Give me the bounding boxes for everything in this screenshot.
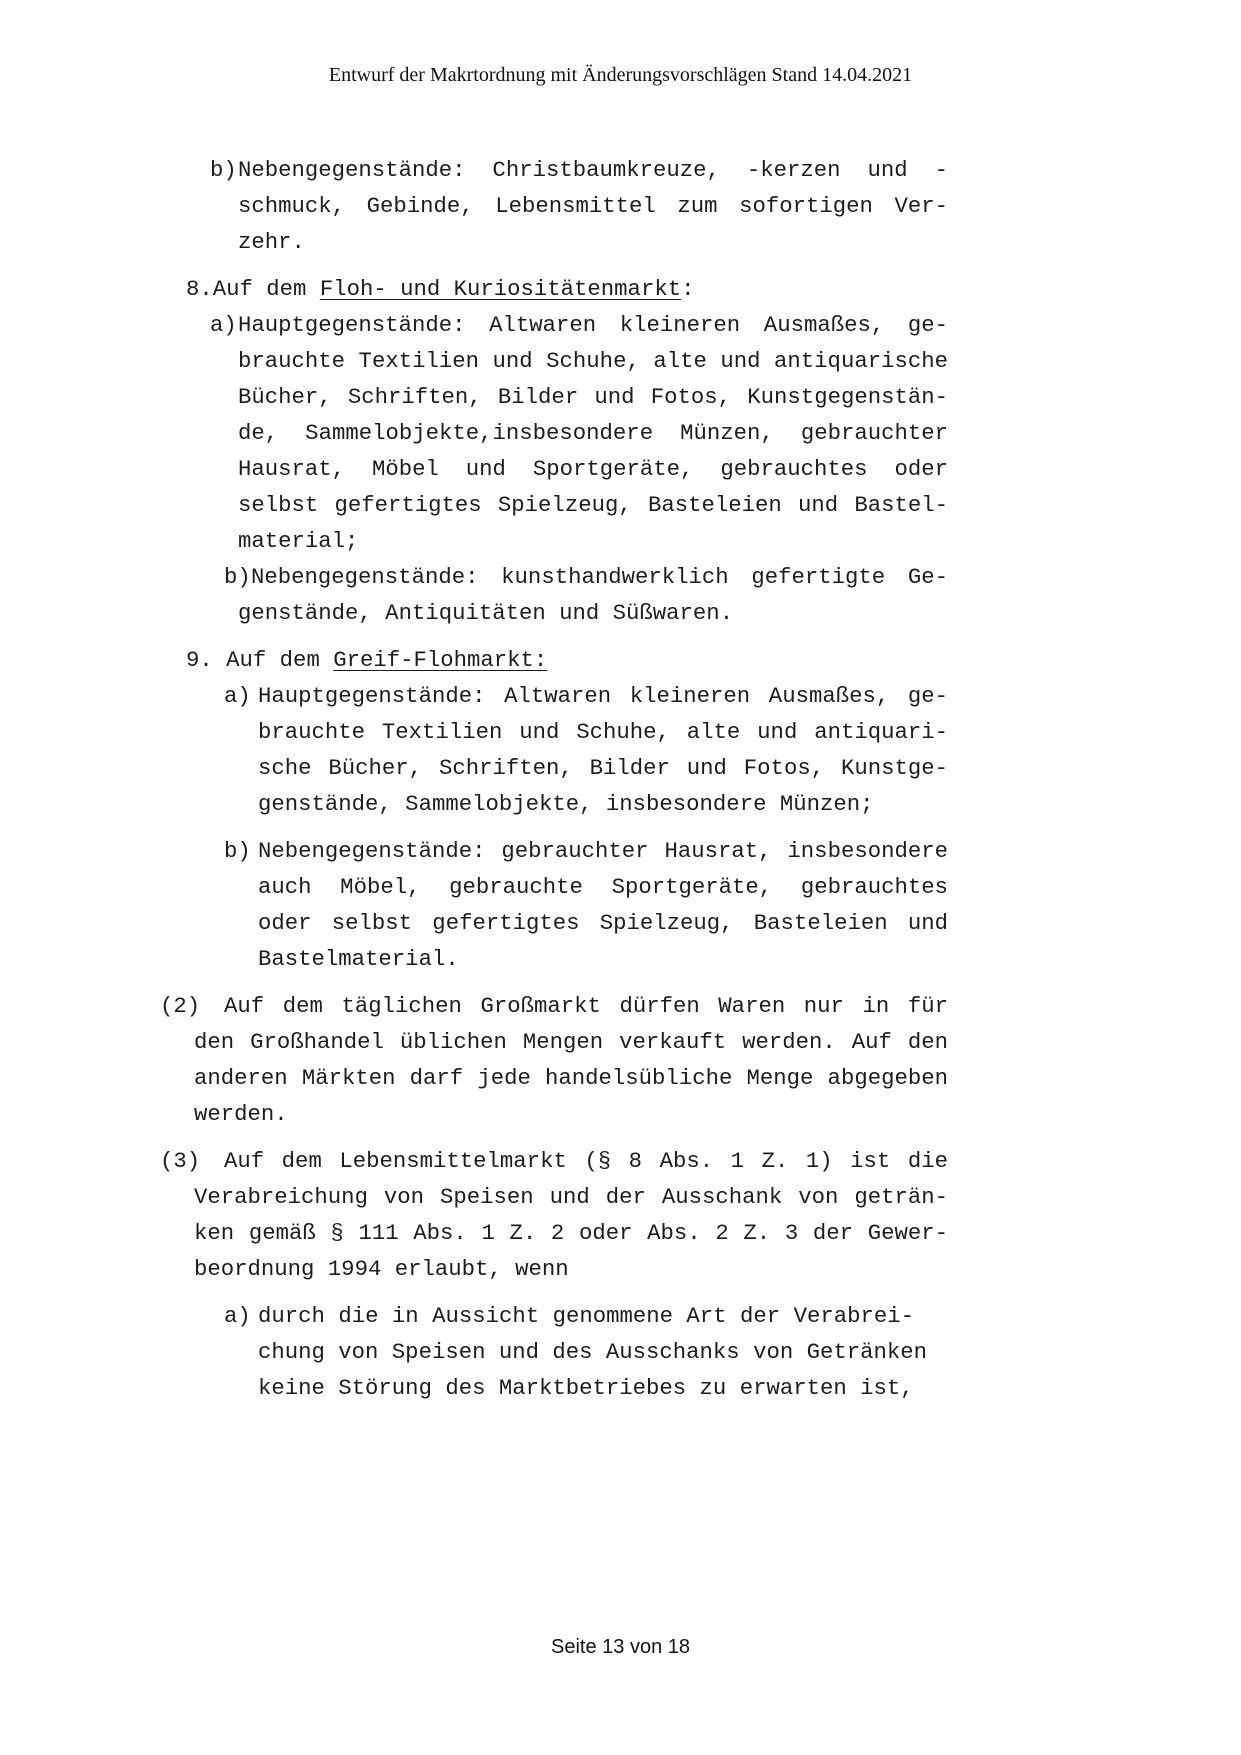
item8a-line: de, Sammelobjekte,insbesondere Münzen, gebrauchter <box>238 420 948 446</box>
para2-number: (2) <box>160 993 201 1019</box>
item9b-line: Nebengegenstände: gebrauchter Hausrat, insbesondere <box>258 838 948 864</box>
item8-number: 8. <box>186 276 213 302</box>
para3-number: (3) <box>160 1148 201 1174</box>
item7b-line: zehr. <box>238 229 305 255</box>
para2-line: den Großhandel üblichen Mengen verkauft werden. Auf den <box>194 1029 948 1055</box>
para3a-line: keine Störung des Marktbetriebes zu erwarten ist, <box>258 1375 914 1401</box>
item9a-line: sche Bücher, Schriften, Bilder und Fotos, Kunstge- <box>258 755 948 781</box>
item8b-line: genstände, Antiquitäten und Süßwaren. <box>238 600 734 626</box>
para3-line: beordnung 1994 erlaubt, wenn <box>194 1256 569 1282</box>
para3a-line: durch die in Aussicht genommene Art der Verabrei- <box>258 1303 914 1329</box>
item8a-line: selbst gefertigtes Spielzeug, Basteleien und Bastel- <box>238 492 948 518</box>
item8-heading <box>186 274 694 304</box>
item8b-line: Nebengegenstände: kunsthandwerklich gefertigte Ge- <box>251 564 948 590</box>
item9-prefix: Auf dem <box>226 647 334 673</box>
item9a-label: a) <box>224 683 251 709</box>
item8a-line: Bücher, Schriften, Bilder und Fotos, Kunstgegenstän- <box>238 384 948 410</box>
para2-line: anderen Märkten darf jede handelsübliche Menge abgegeben <box>194 1065 948 1091</box>
page-header: Entwurf der Makrtordnung mit Änderungsvorschlägen Stand 14.04.2021 <box>328 64 913 86</box>
para3-line: Auf dem Lebensmittelmarkt (§ 8 Abs. 1 Z. 1) ist die <box>224 1148 948 1174</box>
para2-line: werden. <box>194 1101 288 1127</box>
item9-heading <box>186 645 547 675</box>
item8a-line: brauchte Textilien und Schuhe, alte und antiquarische <box>238 348 948 374</box>
item9b-label: b) <box>224 838 251 864</box>
item9b-line: oder selbst gefertigtes Spielzeug, Basteleien und <box>258 910 948 936</box>
item9b-line: Bastelmaterial. <box>258 946 459 972</box>
item8-suffix: : <box>681 276 695 302</box>
para3-line: Verabreichung von Speisen und der Ausschank von geträn- <box>194 1184 948 1210</box>
para3-line: ken gemäß § 111 Abs. 1 Z. 2 oder Abs. 2 Z. 3 der Gewer- <box>194 1220 948 1246</box>
para3a-line: chung von Speisen und des Ausschanks von Getränken <box>258 1339 928 1365</box>
item8-market-name: Floh- und Kuriositätenmarkt <box>319 276 682 302</box>
item9a-line: Hauptgegenstände: Altwaren kleineren Ausmaßes, ge- <box>258 683 948 709</box>
item8-prefix: Auf dem <box>212 276 320 302</box>
item9a-line: brauchte Textilien und Schuhe, alte und antiquari- <box>258 719 948 745</box>
item9-number: 9. <box>186 647 213 673</box>
item9b-line: auch Möbel, gebrauchte Sportgeräte, gebrauchtes <box>258 874 948 900</box>
page-footer: Seite 13 von 18 <box>551 1636 690 1658</box>
item8a-line: Hausrat, Möbel und Sportgeräte, gebrauchtes oder <box>238 456 948 482</box>
para2-line: Auf dem täglichen Großmarkt dürfen Waren nur in für <box>224 993 948 1019</box>
item8a-line: Hauptgegenstände: Altwaren kleineren Ausmaßes, ge- <box>238 312 948 338</box>
item8a-line: material; <box>238 528 359 554</box>
para3a-label: a) <box>224 1303 251 1329</box>
item7b-label: b) <box>210 157 237 183</box>
item7b-line: Nebengegenstände: Christbaumkreuze, -kerzen und - <box>238 157 948 183</box>
item7b-line: schmuck, Gebinde, Lebensmittel zum sofortigen Ver- <box>238 193 948 219</box>
item9a-line: genstände, Sammelobjekte, insbesondere Münzen; <box>258 791 874 817</box>
item8a-label: a) <box>210 312 237 338</box>
item8b-label: b) <box>224 564 251 590</box>
item9-market-name: Greif-Flohmarkt: <box>333 647 548 673</box>
